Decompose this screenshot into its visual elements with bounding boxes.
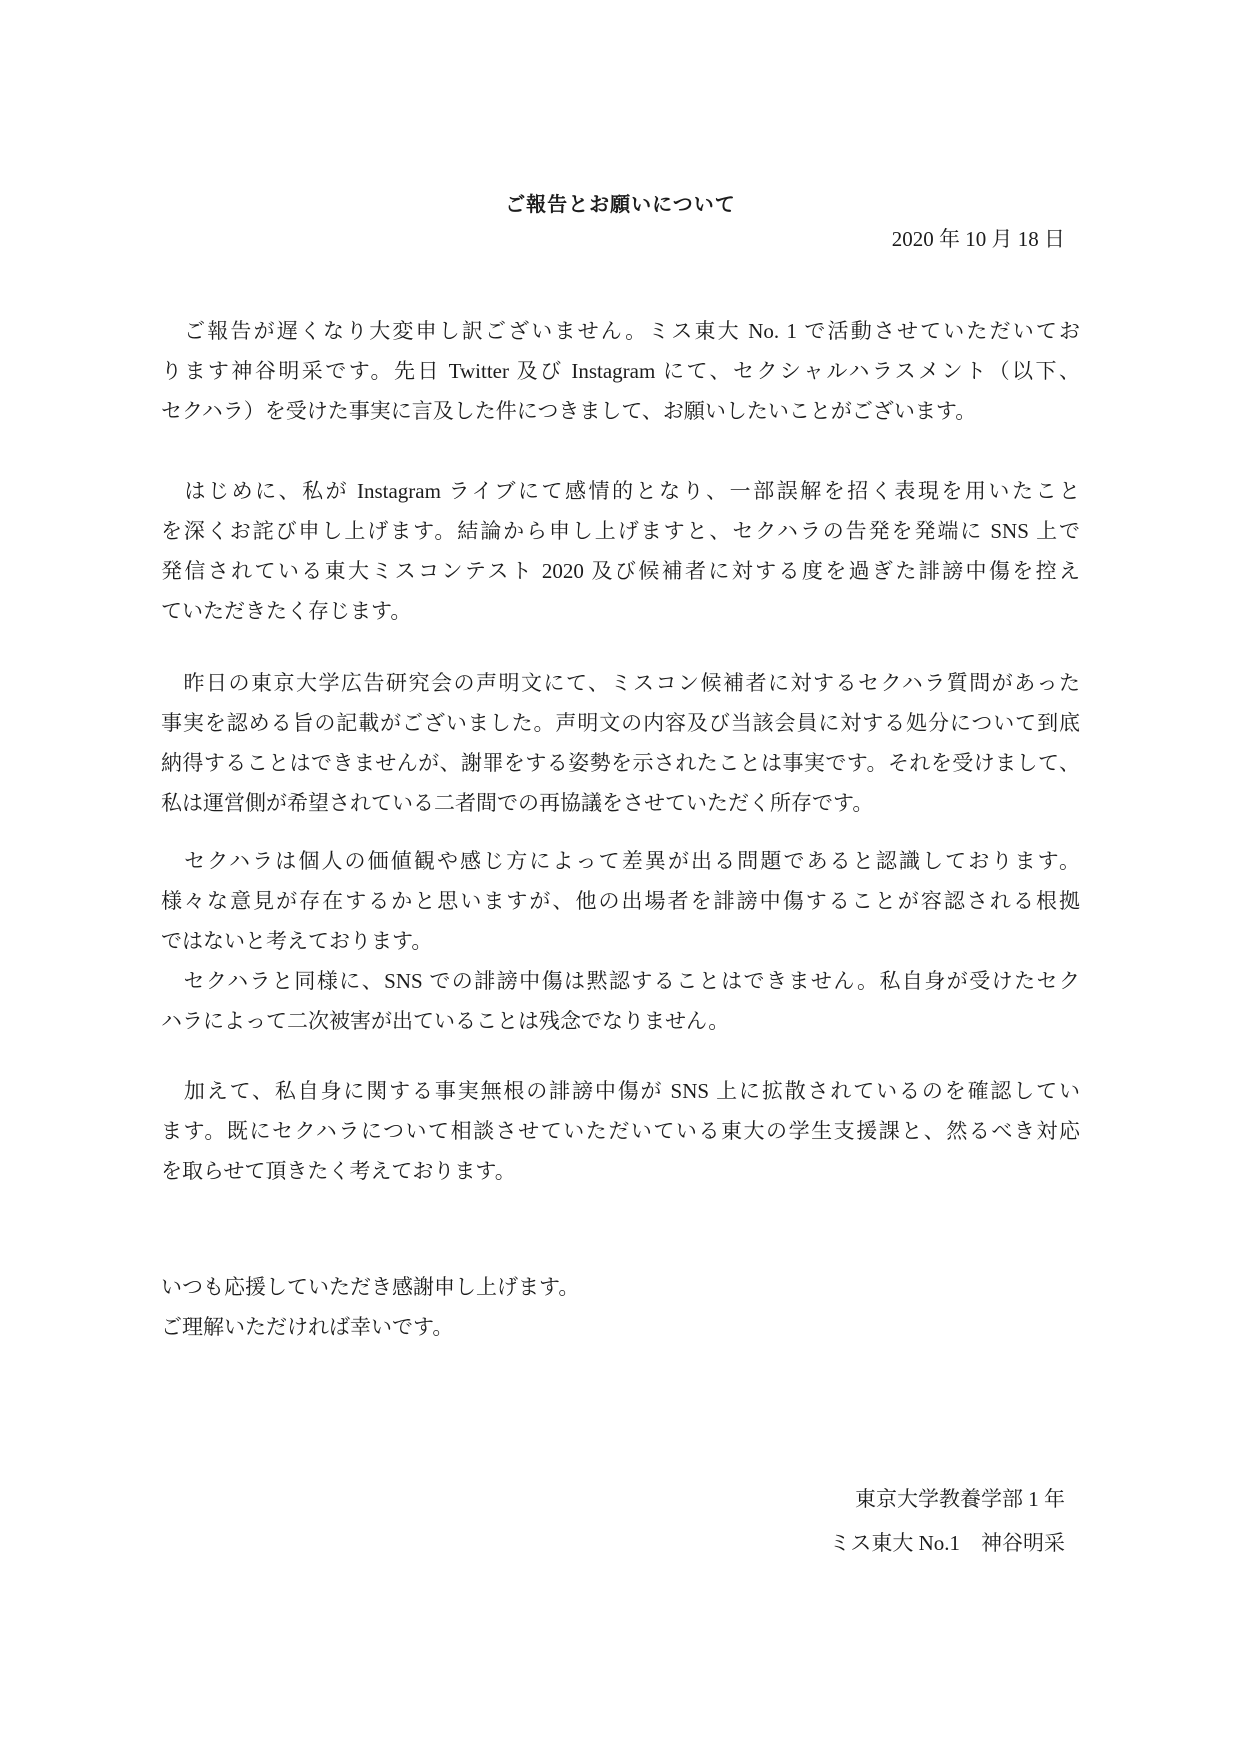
text-line: セクハラと同様に、SNS での誹謗中傷は黙認することはできません。私自身が受けたセク [161,969,1080,993]
paragraph-apology [161,471,1080,631]
text-line: 加えて、私自身に関する事実無根の誹謗中傷が SNS 上に拡散されているのを確認してい [161,1079,1080,1103]
document-date: 2020 年 10 月 18 日 [891,227,1065,251]
signature-block [161,1477,1080,1565]
text-line: ご報告が遅くなり大変申し訳ございません。ミス東大 No. 1 で活動させていただいてお [161,319,1080,343]
text-line: 事実を認める旨の記載がございました。声明文の内容及び当該会員に対する処分について到底 [161,711,1080,735]
text-line: 私は運営側が希望されている二者間での再協議をさせていただく所存です。 [161,791,874,815]
paragraph-statement [161,663,1080,823]
text-line: 納得することはできませんが、謝罪をする姿勢を示されたことは事実です。それを受けまして、 [161,751,1080,775]
paragraph-response [161,1071,1080,1191]
text-line: 様々な意見が存在するかと思いますが、他の出場者を誹謗中傷することが容認される根拠 [161,889,1080,913]
text-line: ていただきたく存じます。 [161,599,412,623]
text-line: ではないと考えております。 [161,929,433,953]
text-line: を深くお詫び申し上げます。結論から申し上げますと、セクハラの告発を発端に SNS 上で [161,519,1080,543]
text-line: セクハラ）を受けた事実に言及した件につきまして、お願いしたいことがございます。 [161,399,977,423]
closing-block [161,1267,1080,1347]
document-title: ご報告とお願いについて [505,194,736,216]
text-line: ます。既にセクハラについて相談させていただいている東大の学生支援課と、然るべき対応 [161,1119,1080,1143]
paragraph-greeting [161,311,1080,431]
paragraph-recognition [161,841,1080,961]
text-line: を取らせて頂きたく考えております。 [161,1159,516,1183]
text-line: 発信されている東大ミスコンテスト 2020 及び候補者に対する度を過ぎた誹謗中傷を控え [161,559,1080,583]
text-line: ご理解いただければ幸いです。 [161,1315,454,1339]
text-line: はじめに、私が Instagram ライブにて感情的となり、一部誤解を招く表現を用いたこと [161,479,1080,503]
text-line: セクハラは個人の価値観や感じ方によって差異が出る問題であると認識しております。 [161,849,1080,873]
text-line: 昨日の東京大学広告研究会の声明文にて、ミスコン候補者に対するセクハラ質問があった [161,671,1080,695]
text-line: ハラによって二次被害が出ていることは残念でなりません。 [161,1009,730,1033]
text-line: 東京大学教養学部 1 年 [855,1487,1065,1511]
text-line: ミス東大 No.1 神谷明采 [829,1531,1065,1555]
text-line: ります神谷明采です。先日 Twitter 及び Instagram にて、セクシャルハラスメント（以下、 [161,359,1080,383]
paragraph-sns-slander [161,961,1080,1041]
text-line: いつも応援していただき感謝申し上げます。 [161,1275,580,1299]
